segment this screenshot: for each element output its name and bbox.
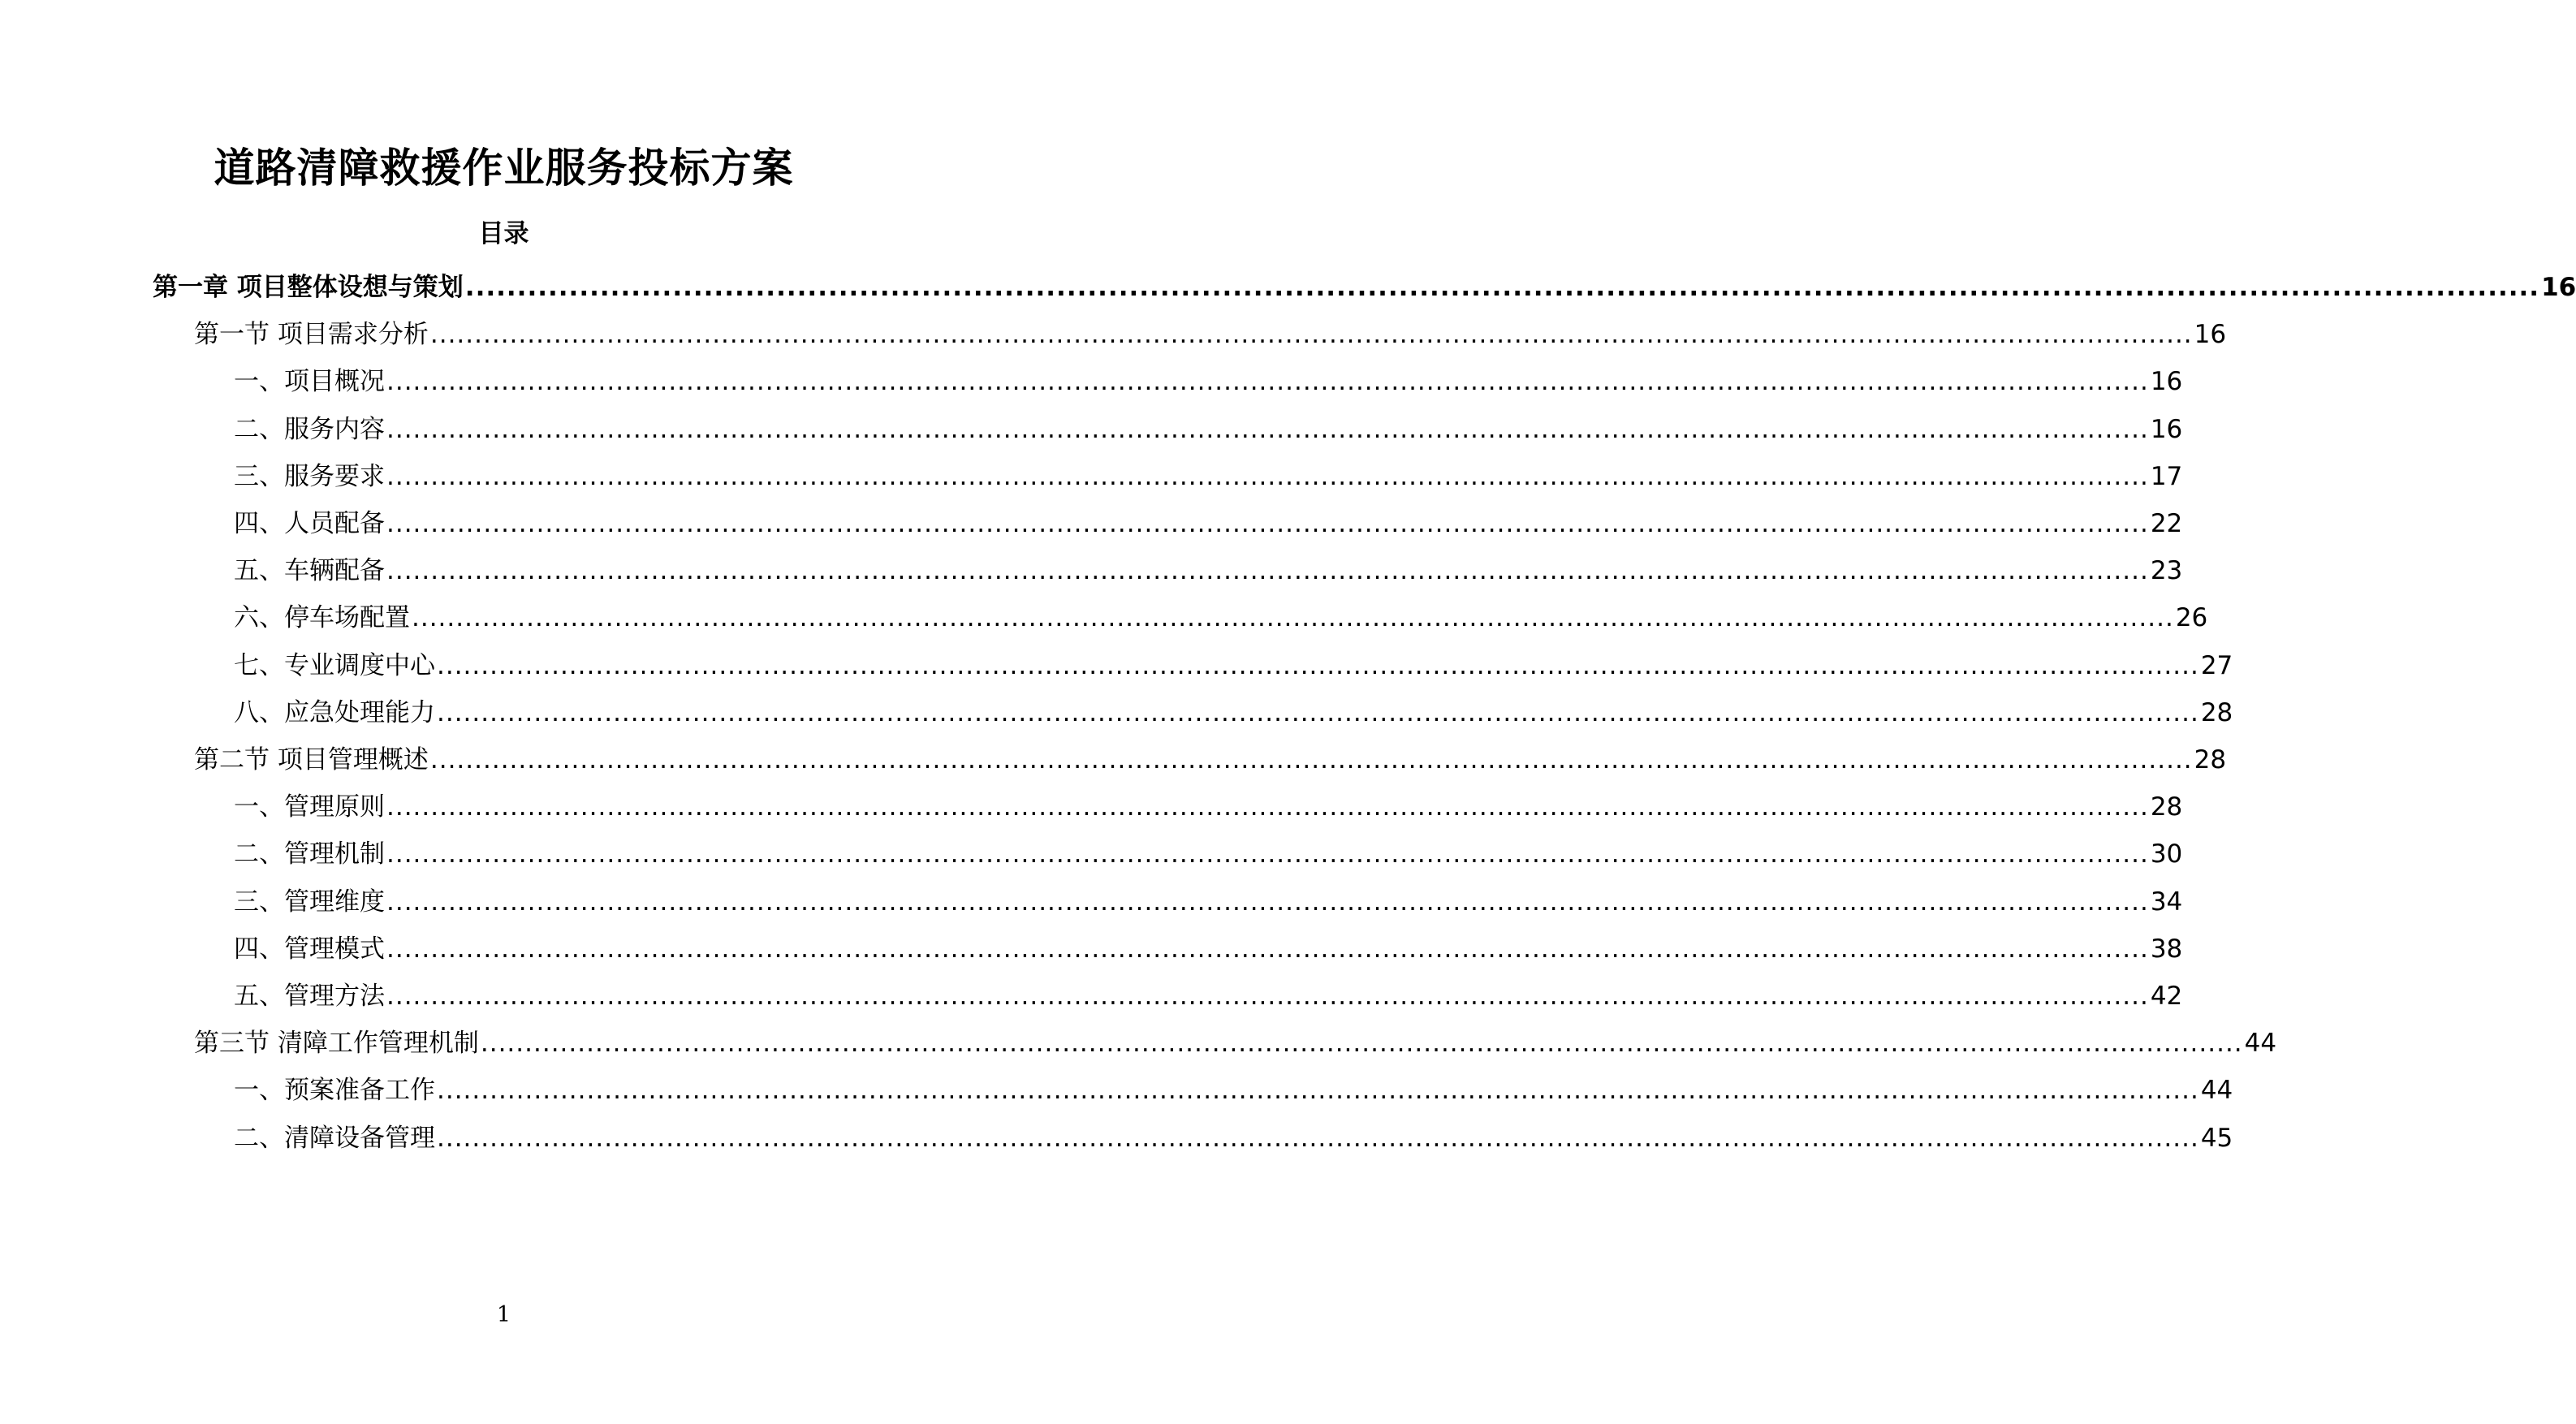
toc-entry[interactable] [234, 1119, 2233, 1158]
toc-entry[interactable] [194, 740, 2227, 779]
toc-dot-leader: ........................................................................................................................................................................................................ [386, 461, 2149, 491]
toc-entry-page: 16 [2541, 273, 2576, 302]
toc-entry-label: 四、管理模式 [234, 934, 385, 964]
toc-entry-page: 28 [2150, 792, 2183, 822]
toc-dot-leader: ........................................................................................................................................................................................................ [429, 320, 2193, 350]
toc-entry-label: 七、专业调度中心 [234, 650, 435, 680]
toc-entry-label: 二、清障设备管理 [234, 1123, 435, 1153]
document-title: 道路清障救援作业服务投标方案 [214, 145, 794, 192]
toc-entry-label: 八、应急处理能力 [234, 697, 435, 727]
toc-entry-page: 23 [2150, 556, 2183, 586]
toc-dot-leader: ........................................................................................................................................................................................................ [386, 367, 2149, 397]
toc-entry-label: 一、项目概况 [234, 367, 385, 397]
toc-dot-leader: ........................................................................................................................................................................................................ [437, 1123, 2199, 1153]
toc-entry-label: 六、停车场配置 [234, 603, 410, 633]
toc-entry-label: 二、服务内容 [234, 414, 385, 444]
toc-entry-page: 44 [2200, 1076, 2233, 1106]
toc-entry-page: 28 [2200, 697, 2233, 727]
toc-heading: 目录 [478, 219, 529, 248]
toc-entry[interactable] [234, 835, 2183, 874]
toc-entry[interactable] [234, 646, 2233, 685]
toc-entry-page: 27 [2200, 650, 2233, 680]
toc-dot-leader: ........................................................................................................................................................................................................ [437, 1076, 2199, 1106]
toc-entry-page: 16 [2150, 367, 2183, 397]
toc-dot-leader: ........................................................................................................................................................................................................ [386, 839, 2149, 870]
toc-entry-page: 38 [2150, 934, 2183, 964]
toc-entry[interactable] [234, 882, 2183, 921]
toc-entry-label: 五、管理方法 [234, 982, 385, 1011]
toc-dot-leader: ........................................................................................................................................................................................................ [386, 509, 2149, 538]
toc-dot-leader: ........................................................................................................................................................................................................ [437, 697, 2199, 727]
toc-entry-label: 第三节 清障工作管理机制 [194, 1029, 479, 1059]
toc-entry-label: 第一章 项目整体设想与策划 [153, 273, 464, 302]
toc-entry-label: 一、预案准备工作 [234, 1076, 435, 1106]
toc-entry-page: 26 [2175, 603, 2208, 633]
toc-entry[interactable] [234, 457, 2183, 496]
toc-entry[interactable] [234, 977, 2183, 1016]
toc-entry-label: 第二节 项目管理概述 [194, 745, 429, 775]
toc-dot-leader: ........................................................................................................................................................................................................ [437, 650, 2199, 680]
toc-entry-page: 28 [2194, 745, 2227, 775]
toc-entry[interactable] [194, 315, 2227, 354]
toc-entry-label: 二、管理机制 [234, 839, 385, 870]
toc-dot-leader: ........................................................................................................................................................................................................ [386, 887, 2149, 917]
toc-entry-page: 42 [2150, 982, 2183, 1011]
toc-dot-leader: ........................................................................................................................................................................................................ [386, 934, 2149, 964]
toc-entry-label: 三、服务要求 [234, 461, 385, 491]
toc-entry[interactable] [153, 268, 2576, 307]
toc-entry-page: 30 [2150, 839, 2183, 870]
toc-entry-page: 45 [2200, 1123, 2233, 1153]
toc-entry[interactable] [234, 504, 2183, 543]
toc-dot-leader: ........................................................................................................................................................................................................ [386, 792, 2149, 822]
toc-entry-label: 第一节 项目需求分析 [194, 320, 429, 350]
toc-entry-page: 17 [2150, 461, 2183, 491]
toc-entry[interactable] [234, 410, 2183, 449]
toc-dot-leader: ........................................................................................................................................................................................................ [429, 745, 2193, 775]
toc-dot-leader: ........................................................................................................................................................................................................ [412, 603, 2174, 633]
toc-entry-label: 三、管理维度 [234, 887, 385, 917]
page-number: 1 [496, 1302, 511, 1327]
toc-entry-page: 34 [2150, 887, 2183, 917]
toc-entry[interactable] [234, 1071, 2233, 1110]
toc-entry-label: 一、管理原则 [234, 792, 385, 822]
toc-entry[interactable] [234, 693, 2233, 732]
toc-entry-page: 16 [2194, 320, 2227, 350]
toc-dot-leader: ........................................................................................................................................................................................................ [386, 556, 2149, 586]
toc-entry-page: 44 [2244, 1029, 2277, 1059]
toc-dot-leader: ........................................................................................................................................................................................................ [480, 1029, 2243, 1059]
toc-entry[interactable] [234, 598, 2208, 637]
toc-entry-page: 22 [2150, 509, 2183, 538]
toc-entry[interactable] [234, 362, 2183, 401]
toc-dot-leader: ........................................................................................................................................................................................................ [464, 273, 2540, 302]
toc-entry-label: 五、车辆配备 [234, 556, 385, 586]
toc-entry-page: 16 [2150, 414, 2183, 444]
toc-entry[interactable] [234, 788, 2183, 826]
toc-entry[interactable] [194, 1024, 2277, 1063]
toc-entry[interactable] [234, 551, 2183, 590]
toc-entry-label: 四、人员配备 [234, 509, 385, 538]
toc-dot-leader: ........................................................................................................................................................................................................ [386, 982, 2149, 1011]
toc-dot-leader: ........................................................................................................................................................................................................ [386, 414, 2149, 444]
toc-entry[interactable] [234, 930, 2183, 969]
